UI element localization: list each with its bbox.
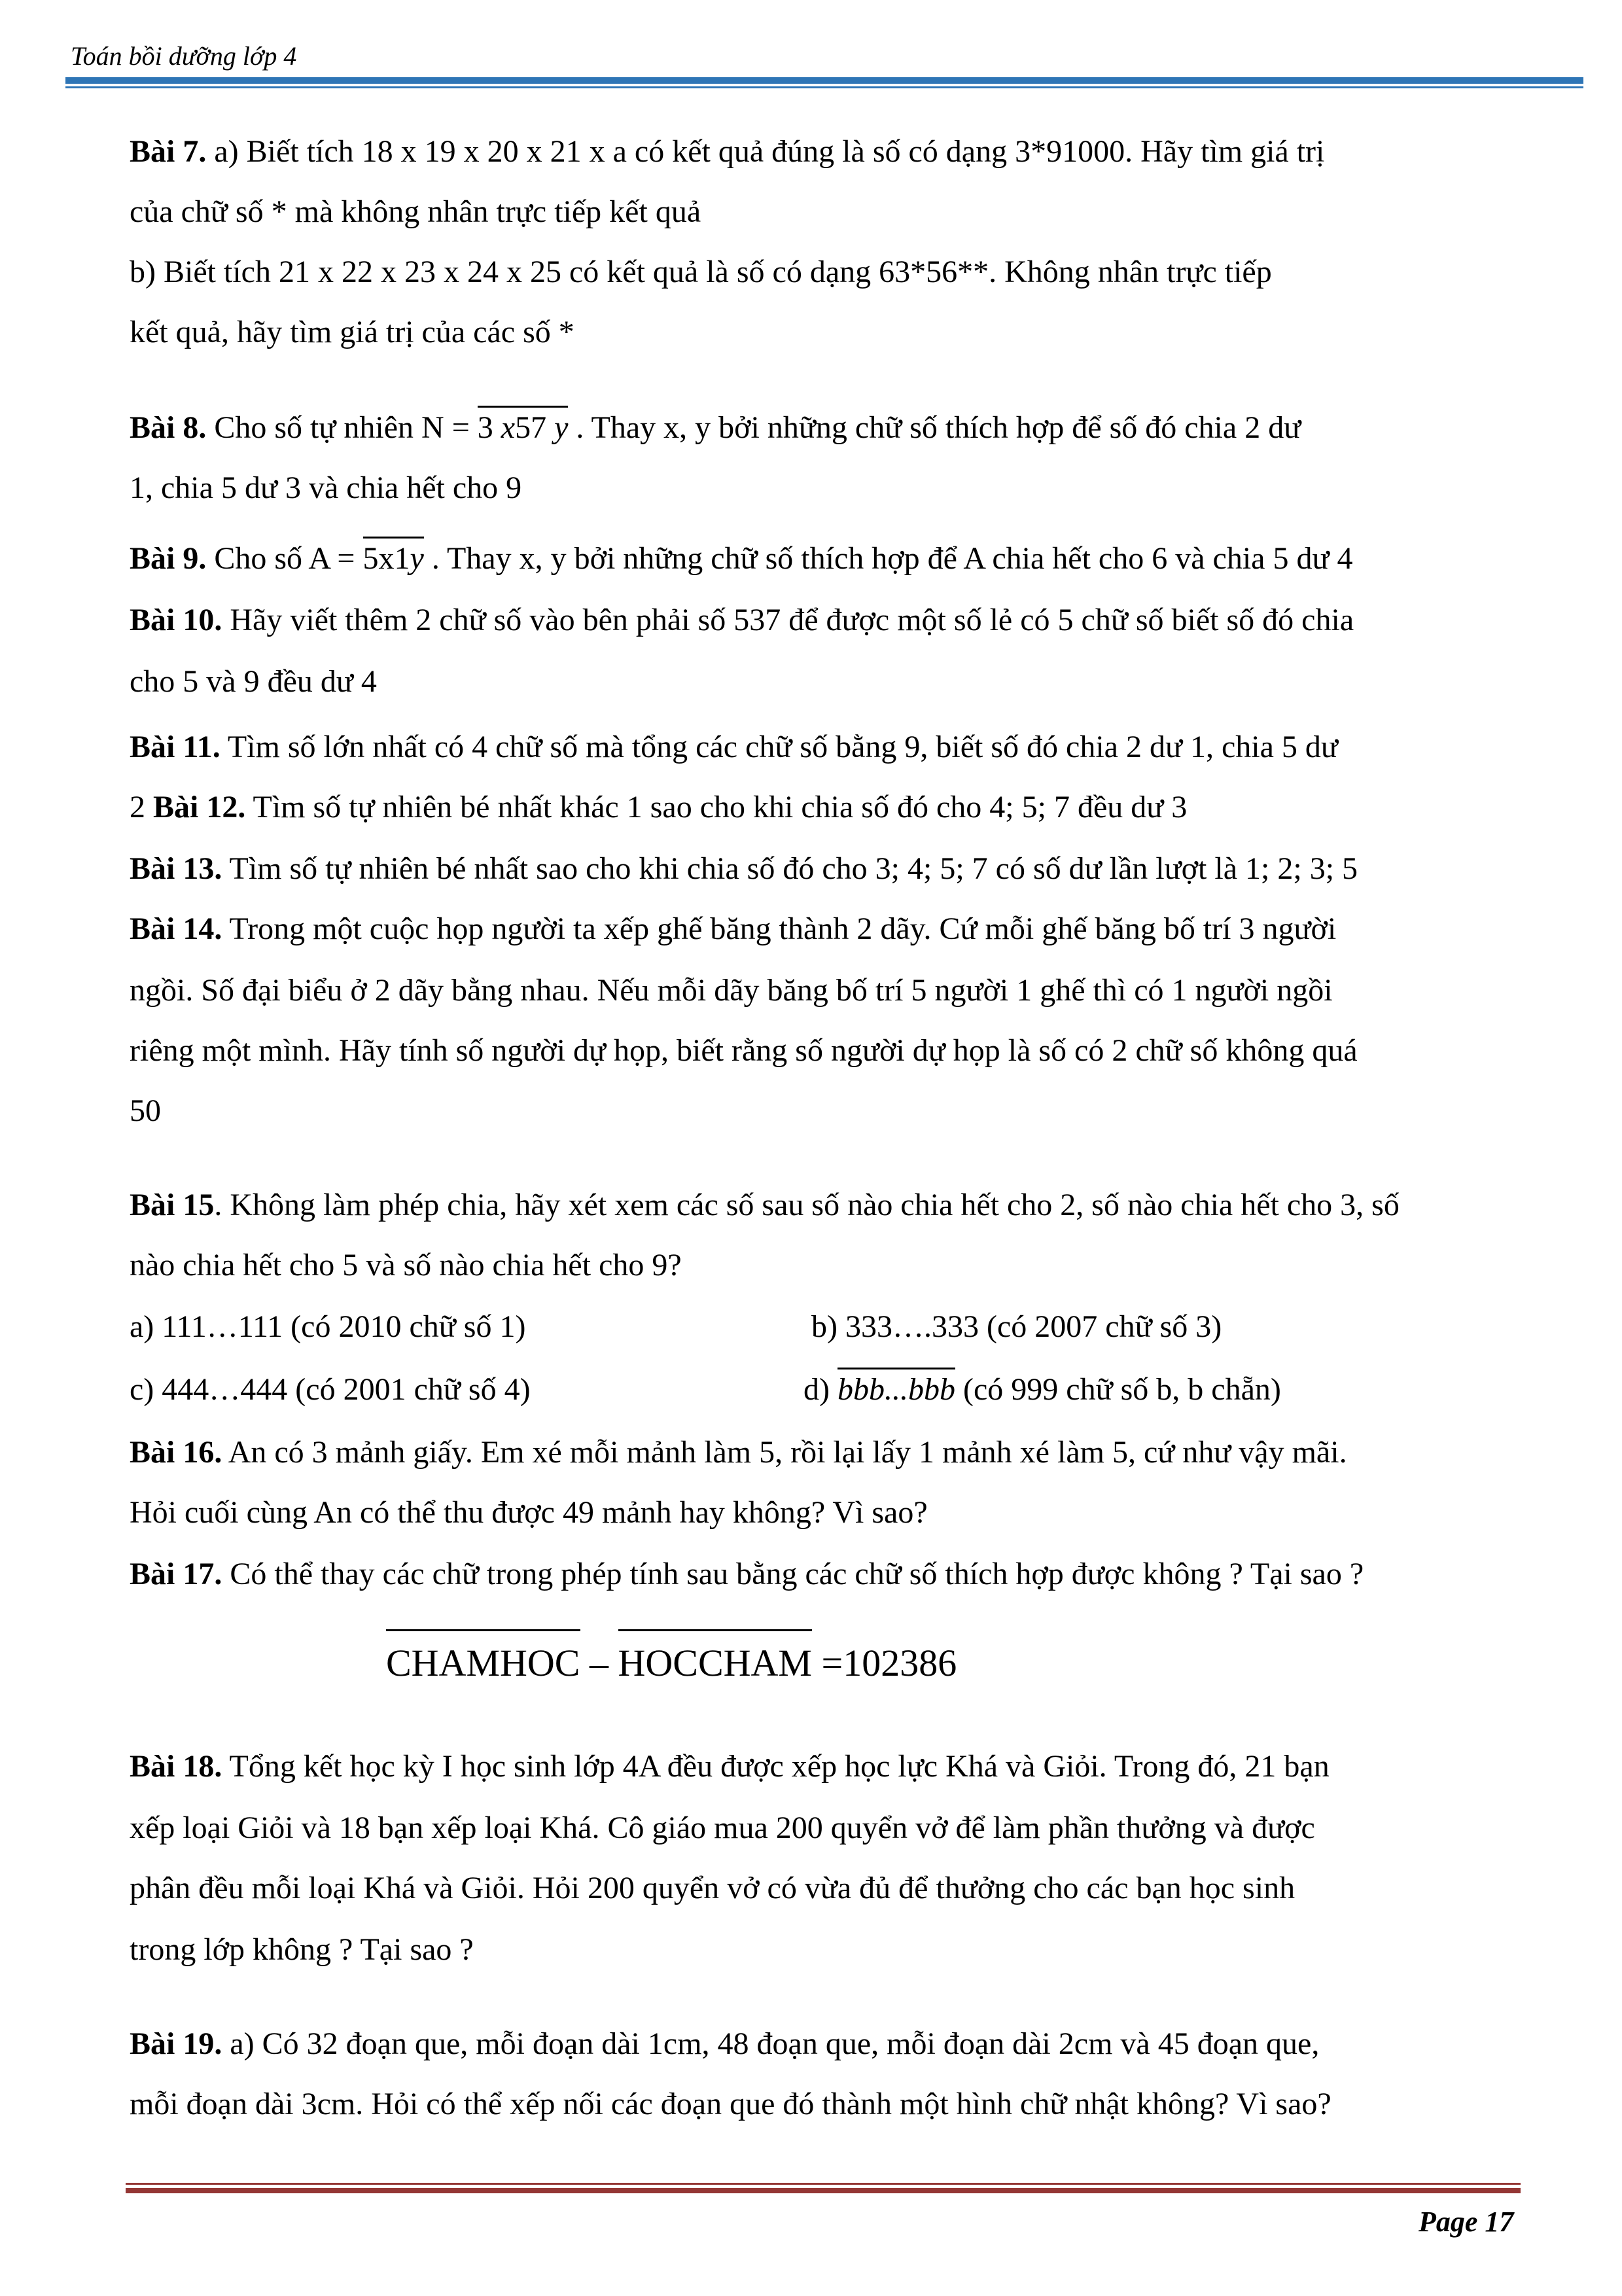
option-d-text: (có 999 chữ số b, b chẵn) [955, 1372, 1281, 1407]
problem-8-label: Bài 8. [130, 410, 207, 445]
problem-14-line-4: 50 [130, 1093, 161, 1128]
problem-10-line-1 [130, 605, 1354, 636]
problem-15-text: . Không làm phép chia, hãy xét xem các số sau số nào chia hết cho 2, số nào chia hết cho 3, số [214, 1188, 1400, 1222]
problem-19-text: a) Có 32 đoạn que, mỗi đoạn dài 1cm, 48 đoạn que, mỗi đoạn dài 2cm và 45 đoạn que, [222, 2026, 1320, 2061]
problem-16-label: Bài 16. [130, 1435, 222, 1470]
formula-minus: – [580, 1642, 618, 1684]
problem-13-text: Tìm số tự nhiên bé nhất sao cho khi chia số đó cho 3; 4; 5; 7 có số dư lần lượt là 1; 2; 3; 5 [222, 851, 1358, 886]
problem-17-label: Bài 17. [130, 1557, 222, 1591]
formula-term-chamhoc: CHAMHOC [386, 1642, 580, 1684]
formula-term-hoccham: HOCCHAM [618, 1642, 812, 1684]
problem-17-line-1 [130, 1559, 1364, 1590]
formula-result: =102386 [812, 1642, 957, 1684]
number-overline-N [478, 412, 569, 444]
problem-12-text: Tìm số tự nhiên bé nhất khác 1 sao cho khi chia số đó cho 4; 5; 7 đều dư 3 [245, 790, 1188, 824]
problem-19-label: Bài 19. [130, 2026, 222, 2061]
problem-10-text: Hãy viết thêm 2 chữ số vào bên phải số 537 để được một số lẻ có 5 chữ số biết số đó chia [222, 603, 1354, 637]
number-overline-bbb: bbb...bbb [837, 1372, 955, 1407]
problem-16-text: An có 3 mảnh giấy. Em xé mỗi mảnh làm 5, rồi lại lấy 1 mảnh xé làm 5, cứ như vậy mãi. [222, 1435, 1347, 1470]
problem-17-text: Có thể thay các chữ trong phép tính sau bằng các chữ số thích hợp được không ? Tại sao ? [222, 1557, 1364, 1591]
problem-15-line-1 [130, 1190, 1400, 1221]
problem-8-text: Cho số tự nhiên N = [206, 410, 478, 445]
problem-14-text: Trong một cuộc họp người ta xếp ghế băng thành 2 dãy. Cứ mỗi ghế băng bố trí 3 người [222, 911, 1337, 946]
problem-19-line-1 [130, 2028, 1319, 2060]
problem-15-option-c: c) 444…444 (có 2001 chữ số 4) [130, 1372, 531, 1407]
problem-7-text: a) Biết tích 18 x 19 x 20 x 21 x a có kết quả đúng là số có dạng 3*91000. Hãy tìm giá trị [206, 134, 1325, 169]
problem-15-option-a: a) 111…111 (có 2010 chữ số 1) [130, 1309, 526, 1344]
number-A-part-a: 5x1 [362, 541, 410, 576]
problem-15-label: Bài 15 [130, 1188, 215, 1222]
footer-rule-thick [126, 2188, 1521, 2193]
problem-11-line-1 [130, 732, 1338, 763]
problem-12-label: Bài 12. [153, 790, 246, 824]
problem-13-label: Bài 13. [130, 851, 222, 886]
problem-11-line-2 [130, 792, 1187, 823]
problem-10-label: Bài 10. [130, 603, 222, 637]
header-rule-thin [65, 86, 1583, 88]
problem-14-line-1 [130, 913, 1336, 945]
option-d-prefix: d) [803, 1372, 837, 1407]
problem-15-option-d [803, 1374, 1281, 1405]
problem-18-line-4: trong lớp không ? Tại sao ? [130, 1932, 474, 1967]
problem-7-line-2: của chữ số * mà không nhân trực tiếp kết quả [130, 194, 701, 229]
number-N-part-a: 3 [477, 410, 501, 445]
problem-19-line-2: mỗi đoạn dài 3cm. Hỏi có thể xếp nối các đoạn que đó thành một hình chữ nhật không? Vì sao? [130, 2087, 1331, 2121]
problem-18-line-1 [130, 1751, 1330, 1782]
problem-10-line-2: cho 5 và 9 đều dư 4 [130, 664, 377, 699]
problem-7-line-4: kết quả, hãy tìm giá trị của các số * [130, 315, 574, 349]
problem-8-text-end: . Thay x, y bởi những chữ số thích hợp để số đó chia 2 dư [568, 410, 1301, 445]
cryptarithm-formula [386, 1641, 957, 1685]
number-N-part-c: 57 [515, 410, 555, 445]
problem-13-line-1 [130, 853, 1358, 885]
problem-9-label: Bài 9. [130, 541, 207, 576]
number-N-x: x [501, 410, 516, 445]
problem-15-line-2: nào chia hết cho 5 và số nào chia hết cho 9? [130, 1248, 682, 1282]
problem-9-line-1 [130, 543, 1353, 574]
problem-16-line-1 [130, 1437, 1347, 1468]
problem-18-label: Bài 18. [130, 1749, 222, 1784]
problem-14-label: Bài 14. [130, 911, 222, 946]
header-rule-thick [65, 77, 1583, 84]
number-overline-A [363, 543, 424, 574]
problem-14-line-2: ngồi. Số đại biểu ở 2 dãy bằng nhau. Nếu mỗi dãy băng bố trí 5 người 1 ghế thì có 1 người ngồi [130, 973, 1333, 1008]
page-number: Page 17 [1419, 2206, 1514, 2238]
problem-7-label: Bài 7. [130, 134, 207, 169]
problem-8-line-2: 1, chia 5 dư 3 và chia hết cho 9 [130, 470, 522, 505]
problem-7-line-3: b) Biết tích 21 x 22 x 23 x 24 x 25 có kết quả là số có dạng 63*56**. Không nhân trực tiếp [130, 255, 1272, 289]
header-title: Toán bồi dưỡng lớp 4 [71, 41, 297, 71]
number-N-y: y [554, 410, 569, 445]
problem-8-line-1 [130, 412, 1301, 444]
problem-9-text-end: . Thay x, y bởi những chữ số thích hợp để A chia hết cho 6 và chia 5 dư 4 [423, 541, 1353, 576]
problem-11-text: Tìm số lớn nhất có 4 chữ số mà tổng các chữ số bằng 9, biết số đó chia 2 dư 1, chia 5 dư [220, 730, 1338, 764]
problem-15-option-b: b) 333….333 (có 2007 chữ số 3) [811, 1309, 1222, 1344]
problem-18-text: Tổng kết học kỳ I học sinh lớp 4A đều được xếp học lực Khá và Giỏi. Trong đó, 21 bạn [222, 1749, 1330, 1784]
problem-11-text-end: 2 [130, 790, 153, 824]
problem-18-line-2: xếp loại Giỏi và 18 bạn xếp loại Khá. Cô giáo mua 200 quyển vở để làm phần thưởng và được [130, 1810, 1315, 1845]
problem-14-line-3: riêng một mình. Hãy tính số người dự họp, biết rằng số người dự họp là số có 2 chữ số không quá [130, 1033, 1358, 1068]
problem-11-label: Bài 11. [130, 730, 220, 764]
problem-9-text: Cho số A = [206, 541, 363, 576]
problem-7-line-1 [130, 136, 1324, 168]
problem-18-line-3: phân đều mỗi loại Khá và Giỏi. Hỏi 200 quyển vở có vừa đủ để thưởng cho các bạn học sinh [130, 1871, 1296, 1905]
problem-16-line-2: Hỏi cuối cùng An có thể thu được 49 mảnh hay không? Vì sao? [130, 1495, 928, 1530]
footer-rule-thin [126, 2183, 1521, 2185]
number-A-y: y [410, 541, 424, 576]
